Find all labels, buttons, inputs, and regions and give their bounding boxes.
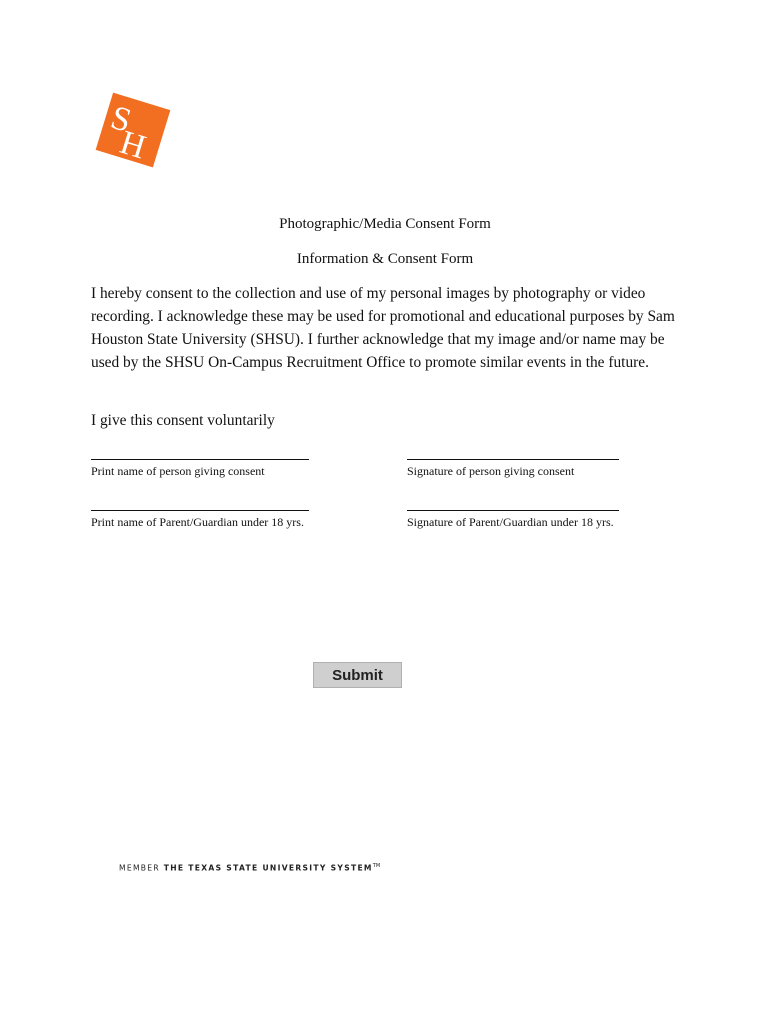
form-title: Photographic/Media Consent Form (279, 216, 491, 232)
consent-body-text: I hereby consent to the collection and use of my personal images by photography or video recording. I acknowledge these may be used for promotional and educational purposes by Sam Houston State University (SHSU). I further acknowledge that my image and/or name may be used by the SHSU On-Campus Recruitment Office to promote similar events in the future. (91, 285, 675, 371)
footer-trademark: TM (372, 863, 381, 869)
guardian-signature-label: Signature of Parent/Guardian under 18 yrs. (407, 515, 614, 529)
signature-field[interactable] (407, 459, 619, 460)
guardian-name-field[interactable] (91, 510, 309, 511)
print-name-label: Print name of person giving consent (91, 464, 265, 478)
print-name-field[interactable] (91, 459, 309, 460)
shsu-logo (96, 93, 171, 168)
consent-statement: I give this consent voluntarily (91, 412, 275, 429)
guardian-signature-field[interactable] (407, 510, 619, 511)
footer-member-text: MEMBER (119, 863, 160, 873)
svg-text:S: S (106, 99, 136, 140)
texas-state-system-footer (119, 863, 380, 873)
shsu-logo-mark (96, 93, 171, 168)
svg-text:H: H (115, 123, 151, 167)
guardian-name-label: Print name of Parent/Guardian under 18 yrs. (91, 515, 304, 529)
submit-button[interactable]: Submit (313, 662, 402, 688)
footer-system-name: THE TEXAS STATE UNIVERSITY SYSTEM (163, 863, 373, 873)
signature-label: Signature of person giving consent (407, 464, 575, 478)
form-subtitle: Information & Consent Form (296, 251, 474, 267)
